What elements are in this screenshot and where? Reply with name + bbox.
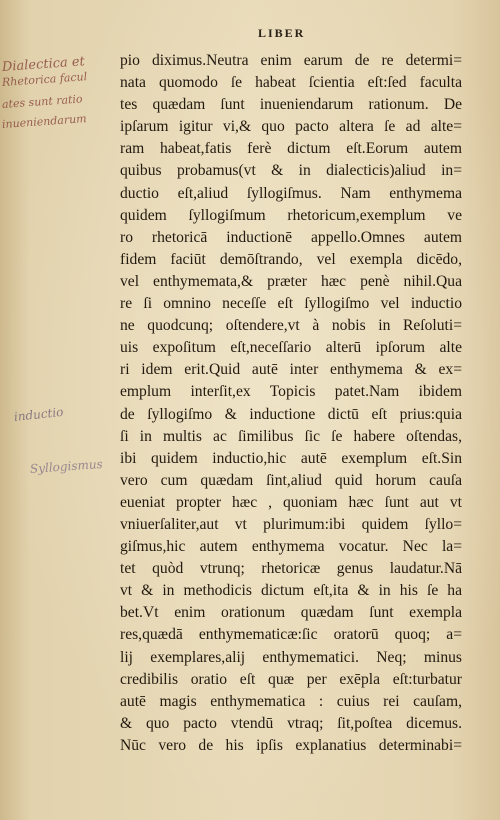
text-line: tes quædam ſunt inueniendarum rationum. De	[120, 96, 462, 114]
text-line: ram habeat,fatis ferè dictum eſt.Eorum autem	[120, 140, 462, 158]
marginal-note: inductio	[13, 404, 65, 424]
text-line: de ſyllogiſmo & inductione dictū eſt prius:quia	[120, 405, 462, 423]
text-line: vniuerſaliter,aut vt plurimum:ibi quidem ſyllo=	[120, 515, 462, 533]
text-line: ro rhetoricā inductionē appello.Omnes autem	[120, 228, 462, 246]
body-text	[120, 50, 462, 757]
text-line: fidem faciūt demōſtrando, vel exempla dicēdo,	[120, 250, 462, 268]
marginal-note: inueniendarum	[1, 112, 88, 131]
text-line: credibilis oratio eſt quæ per exēpla eſt:turbatur	[120, 670, 462, 688]
running-head: LIBER	[258, 26, 306, 40]
text-line: autē magis enthymematica : cuius rei cauſam,	[120, 692, 462, 710]
text-line: bet.Vt enim orationum quædam ſunt exempla	[120, 604, 462, 622]
text-line: quibus probamus(vt & in dialecticis)aliud in=	[120, 162, 462, 180]
text-line: vero cum quædam ſint,aliud quid horum cauſa	[120, 471, 462, 489]
text-line: giſmus,hic autem enthymema vocatur. Nec la=	[120, 538, 462, 556]
text-line: quidem ſyllogiſmum rhetoricum,exemplum ve	[120, 206, 462, 224]
text-line: emplum interſit,ex Topicis patet.Nam ibidem	[120, 383, 462, 401]
marginal-note: Dialectica et	[1, 54, 86, 75]
text-line: ductio eſt,aliud ſyllogiſmus. Nam enthymema	[120, 184, 462, 202]
marginal-note: ates sunt ratio	[1, 92, 84, 111]
text-line: nata quomodo ſe habeat ſcientia eſt:ſed faculta	[120, 74, 462, 92]
text-line: ipſarum igitur vi,& quo pacto altera ſe ad alte=	[120, 118, 462, 136]
text-line: ri idem erit.Quid autē inter enthymema & ex=	[120, 361, 462, 379]
text-line: ſi in multis ac ſimilibus ſic ſe habere oſtendas,	[120, 427, 462, 445]
text-line: res,quædā enthymematicæ:ſic oratorū quoq; a=	[120, 626, 462, 644]
marginal-note: Rhetorica facul	[1, 70, 88, 89]
text-line: lij exemplares,alij enthymematici. Neq; minus	[120, 648, 462, 666]
text-line: & quo pacto vtendū vtraq; ſit,poſtea dicemus.	[120, 714, 462, 732]
text-line: ibi quidem inductio,hic autē exemplum eſt.Sin	[120, 449, 462, 467]
text-line: pio diximus.Neutra enim earum de re determi=	[120, 52, 462, 69]
text-line: re ſi omnino neceſſe eſt ſyllogiſmo vel inductio	[120, 295, 462, 313]
text-line: vt & in methodicis dictum eſt,ita & in his ſe ha	[120, 582, 462, 600]
text-line: vel enthymemata,& præter hæc penè nihil.Qua	[120, 272, 462, 290]
text-line: ne quodcunq; oſtendere,vt à nobis in Reſoluti=	[120, 317, 462, 335]
text-line: eueniat propter hæc , quoniam hæc ſunt aut vt	[120, 493, 462, 511]
text-line: tet quòd vtrunq; rhetoricæ genus laudatur.Nā	[120, 560, 462, 578]
marginal-note: Syllogismus	[29, 456, 104, 476]
text-line: uis expoſitum eſt,neceſſario alterū ipſorum alte	[120, 339, 462, 357]
text-line: Nūc vero de his ipſis explanatius determinabi=	[120, 736, 462, 754]
